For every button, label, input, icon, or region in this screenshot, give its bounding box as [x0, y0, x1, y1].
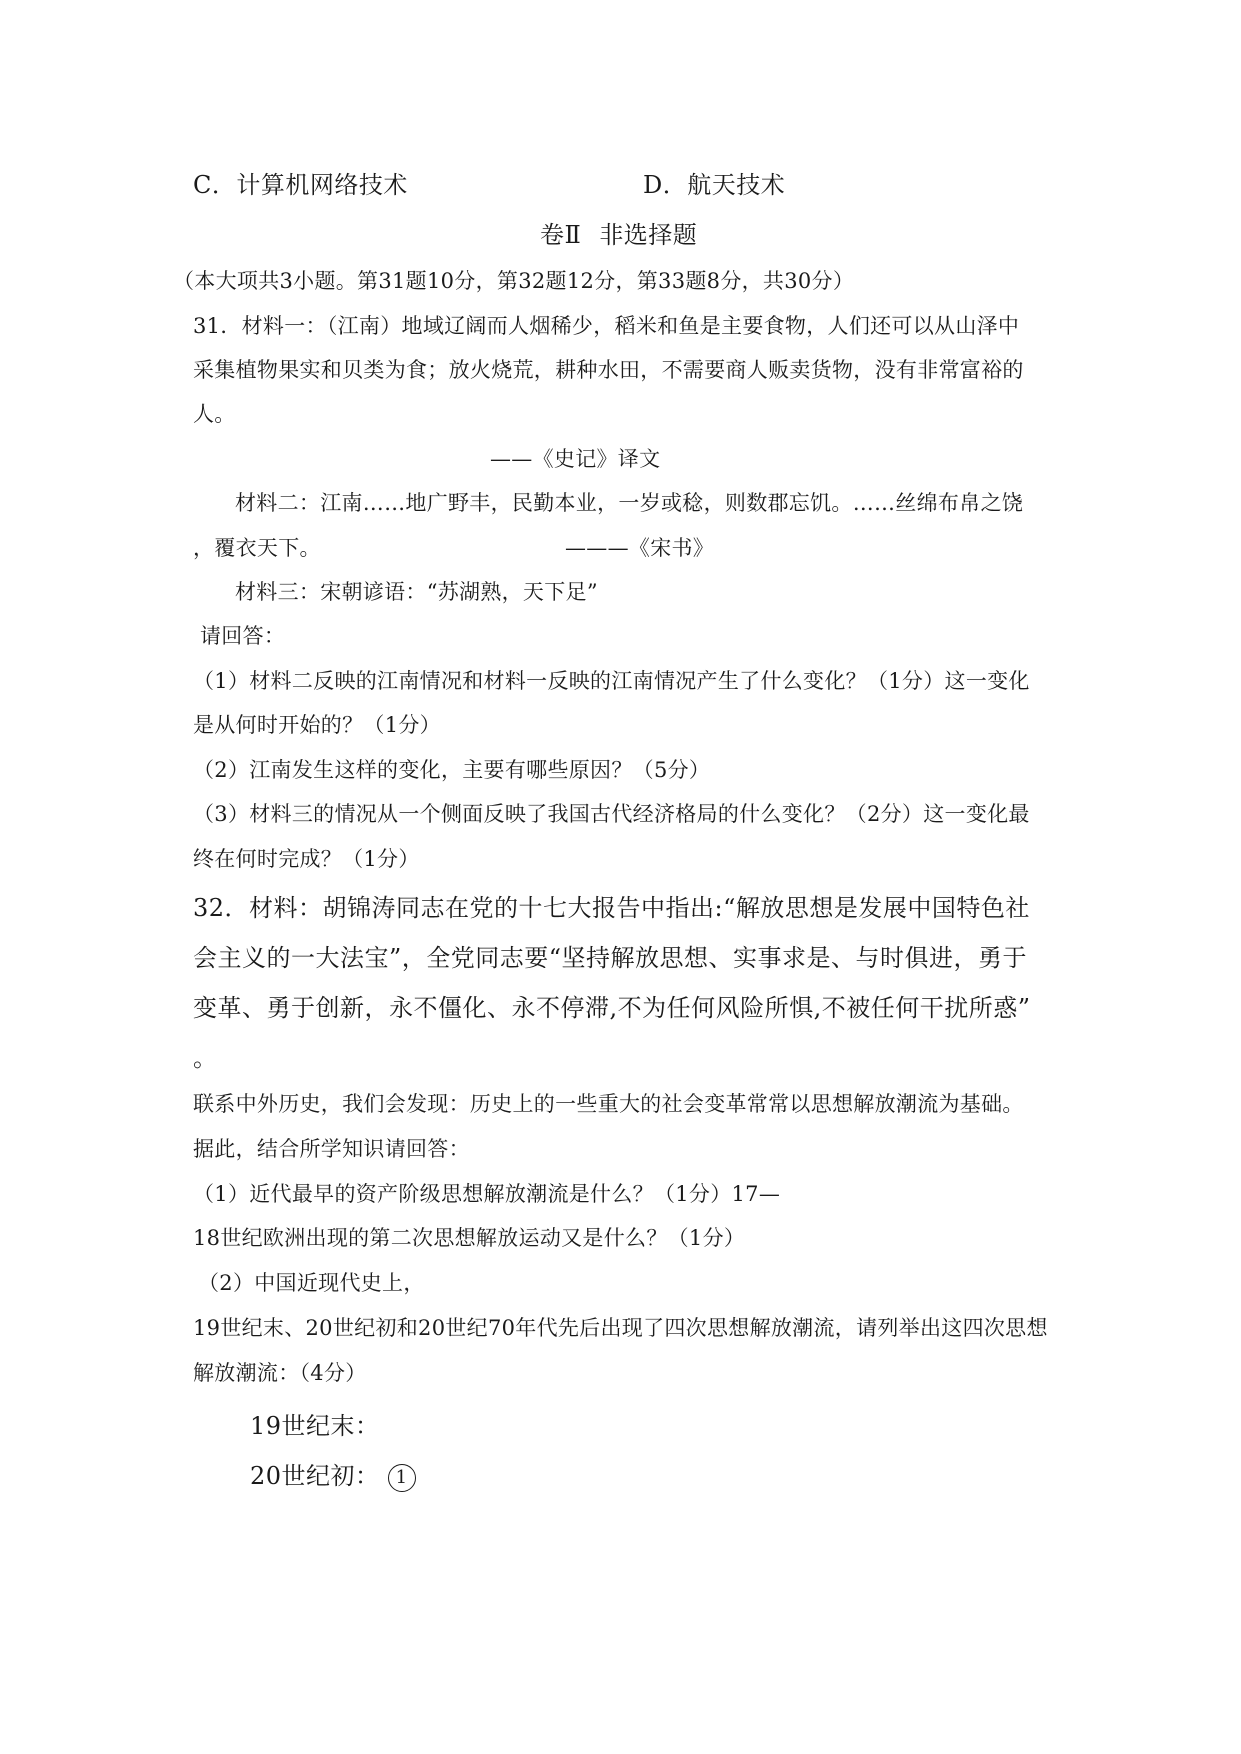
q31-material3: 材料三：宋朝谚语：“苏湖熟，天下足” — [235, 580, 598, 604]
option-c: C．计算机网络技术 — [193, 171, 408, 199]
q31-material2-source: ———《宋书》 — [565, 536, 715, 560]
q31-material1-line1: 31．材料一：（江南）地域辽阔而人烟稀少，稻米和鱼是主要食物，人们还可以从山泽中 — [193, 314, 1020, 338]
q32-question2-line1: （2）中国近现代史上， — [198, 1271, 425, 1295]
q31-material2-line1: 材料二：江南……地广野丰，民勤本业，一岁或稔，则数郡忘饥。……丝绵布帛之饶 — [235, 491, 1024, 515]
q32-question2-line3: 解放潮流：（4分） — [193, 1361, 367, 1385]
q31-material2-line2: ，覆衣天下。 — [193, 536, 321, 560]
q31-material1-line3: 人。 — [193, 402, 236, 426]
q31-material1-source: ——《史记》译文 — [490, 447, 661, 471]
q32-question1-line1: （1）近代最早的资产阶级思想解放潮流是什么？（1分）17— — [193, 1182, 781, 1206]
q32-answer-20th-century — [250, 1456, 416, 1492]
q31-question1-line2: 是从何时开始的？（1分） — [193, 713, 441, 737]
section-title-part: 卷Ⅱ — [540, 221, 582, 249]
q31-question3-line1: （3）材料三的情况从一个侧面反映了我国古代经济格局的什么变化？（2分）这一变化最 — [193, 802, 1030, 826]
q32-question1-line2: 18世纪欧洲出现的第二次思想解放运动又是什么？（1分） — [193, 1226, 746, 1250]
q32-material-line2: 会主义的一大法宝”，全党同志要“坚持解放思想、实事求是、与时俱进，勇于 — [193, 944, 1028, 972]
q32-answer-19th-century: 19世纪末： — [250, 1412, 380, 1440]
q31-material1-line2: 采集植物果实和贝类为食；放火烧荒，耕种水田，不需要商人贩卖货物，没有非常富裕的 — [193, 358, 1024, 382]
section-title-subtitle: 非选择题 — [599, 221, 698, 249]
q31-question2: （2）江南发生这样的变化，主要有哪些原因？（5分） — [193, 758, 711, 782]
q31-prompt: 请回答： — [200, 624, 286, 648]
q32-intro-line1: 联系中外历史，我们会发现：历史上的一些重大的社会变革常常以思想解放潮流为基础。 — [193, 1092, 1024, 1116]
q32-material-line4: 。 — [193, 1044, 218, 1072]
q32-material-line3: 变革、勇于创新，永不僵化、永不停滞,不为任何风险所惧,不被任何干扰所惑” — [193, 994, 1031, 1022]
q31-question1-line1: （1）材料二反映的江南情况和材料一反映的江南情况产生了什么变化？（1分）这一变化 — [193, 669, 1030, 693]
q31-question3-line2: 终在何时完成？（1分） — [193, 847, 420, 871]
option-d: D．航天技术 — [643, 171, 786, 199]
q32-intro-line2: 据此，结合所学知识请回答： — [193, 1137, 470, 1161]
q32-material-line1: 32．材料：胡锦涛同志在党的十七大报告中指出:“解放思想是发展中国特色社 — [193, 894, 1030, 922]
circled-number-1: 1 — [388, 1464, 416, 1492]
q32-question2-line2: 19世纪末、20世纪初和20世纪70年代先后出现了四次思想解放潮流，请列举出这四次思想 — [193, 1316, 1048, 1340]
section-note: （本大项共3小题。第31题10分，第32题12分，第33题8分，共30分） — [173, 269, 855, 293]
section-title — [540, 215, 697, 250]
q32-answer-20th-century-label: 20世纪初： — [250, 1462, 380, 1490]
